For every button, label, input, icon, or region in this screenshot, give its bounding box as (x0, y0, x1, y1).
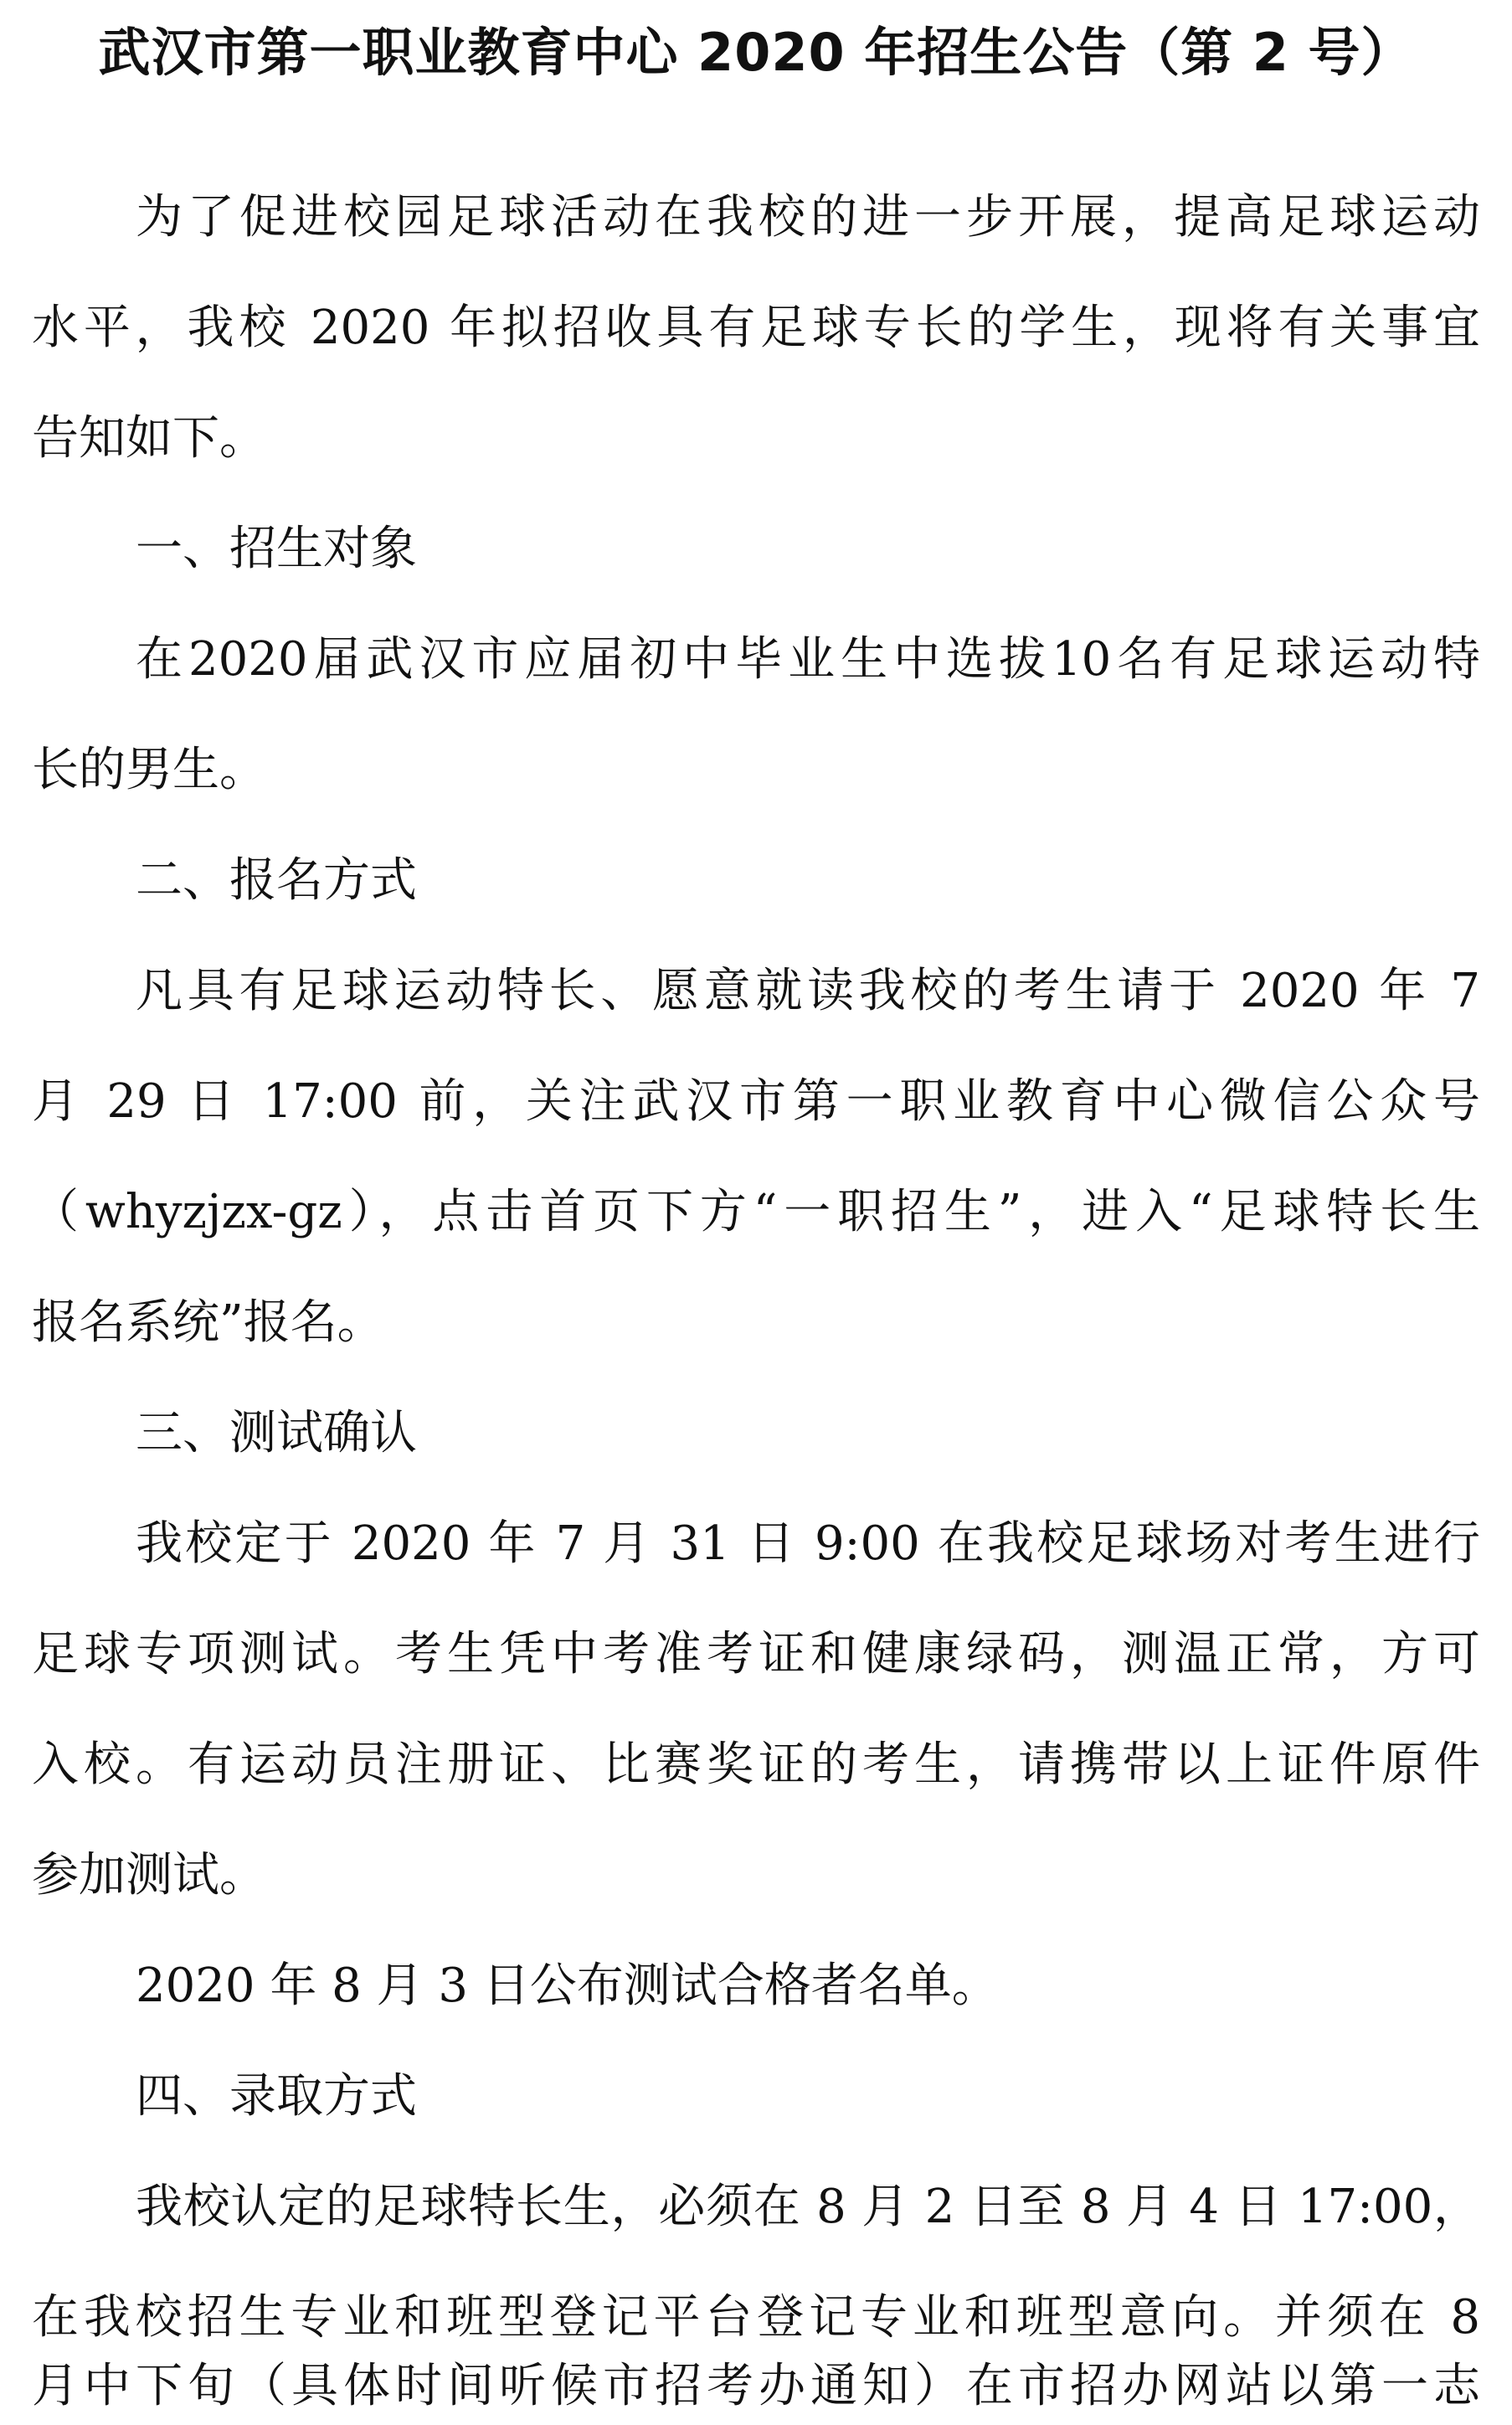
paragraph-line: 参加测试。 (32, 1848, 266, 1902)
section-heading: 一、招生对象 (136, 522, 417, 576)
paragraph-line: 足球专项测试。考生凭中考准考证和健康绿码，测温正常，方可 (32, 1627, 1480, 1681)
section-heading: 二、报名方式 (136, 853, 417, 908)
paragraph-line: 在2020届武汉市应届初中毕业生中选拔10名有足球运动特 (136, 632, 1480, 687)
paragraph-line: 2020 年 8 月 3 日公布测试合格者名单。 (136, 1959, 999, 2013)
section-heading: 四、录取方式 (136, 2069, 417, 2124)
paragraph-line: 凡具有足球运动特长、愿意就读我校的考生请于 2020 年 7 (136, 964, 1480, 1018)
paragraph-line: 告知如下。 (32, 411, 266, 466)
paragraph-line: 为了促进校园足球活动在我校的进一步开展，提高足球运动 (136, 190, 1480, 245)
section-heading: 三、测试确认 (136, 1406, 417, 1460)
document-title: 武汉市第一职业教育中心 2020 年招生公告（第 2 号） (98, 22, 1414, 83)
paragraph-line: 长的男生。 (32, 743, 266, 797)
paragraph-line: 我校定于 2020 年 7 月 31 日 9:00 在我校足球场对考生进行 (136, 1516, 1480, 1571)
paragraph-line: （whyzjzx-gz），点击首页下方“一职招生”，进入“足球特长生 (32, 1185, 1480, 1239)
paragraph-line: 我校认定的足球特长生，必须在 8 月 2 日至 8 月 4 日 17:00， (136, 2180, 1480, 2234)
paragraph-line: 月 29 日 17:00 前，关注武汉市第一职业教育中心微信公众号 (32, 1074, 1480, 1129)
paragraph-line: 入校。有运动员注册证、比赛奖证的考生，请携带以上证件原件 (32, 1738, 1480, 1792)
paragraph-line: 在我校招生专业和班型登记平台登记专业和班型意向。并须在 8 (32, 2290, 1480, 2345)
paragraph-line: 报名系统”报名。 (32, 1295, 384, 1350)
paragraph-line: 月中下旬（具体时间听候市招考办通知）在市招办网站以第一志 (32, 2359, 1480, 2413)
paragraph-line: 水平，我校 2020 年拟招收具有足球专长的学生，现将有关事宜 (32, 301, 1480, 355)
